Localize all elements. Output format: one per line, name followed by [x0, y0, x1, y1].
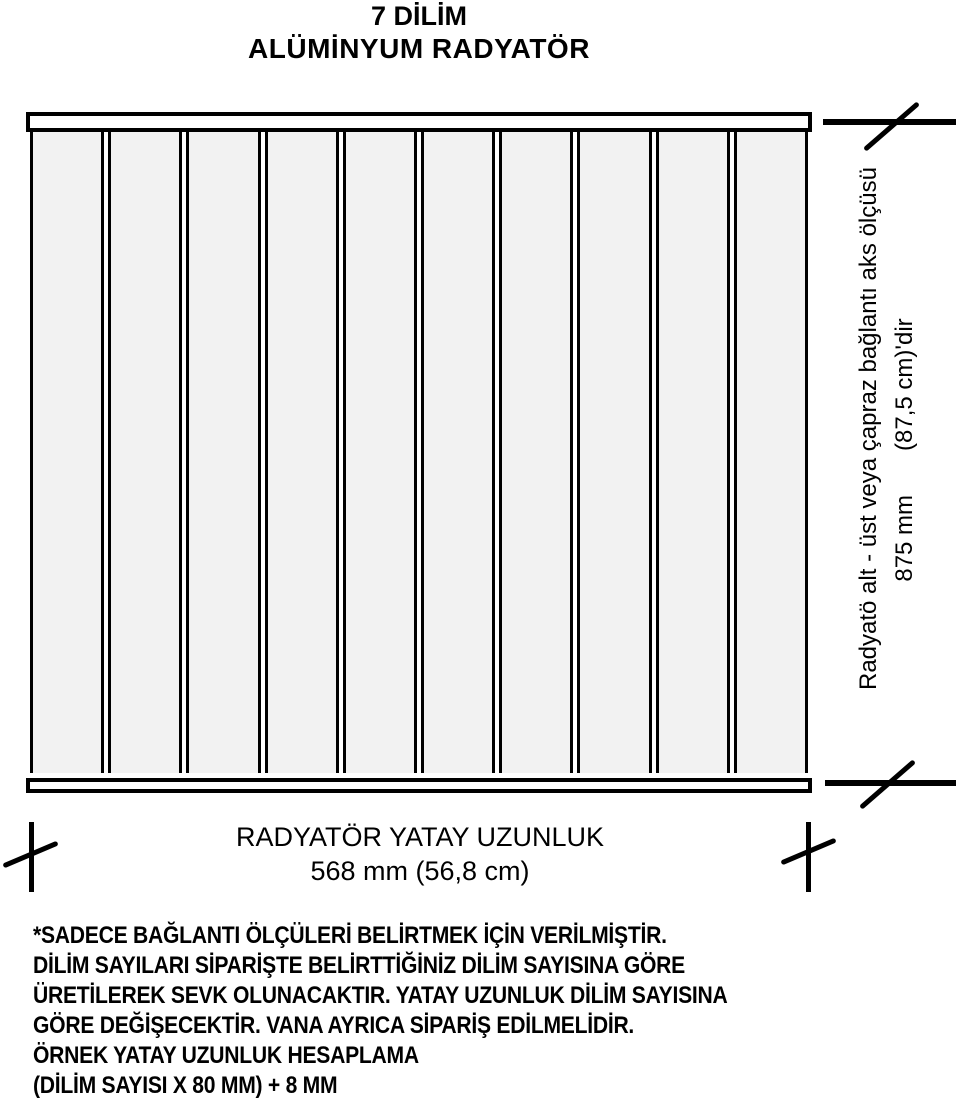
note-line: *SADECE BAĞLANTI ÖLÇÜLERİ BELİRTMEK İÇİN VERİLMİŞTİR.	[33, 922, 667, 949]
radiator-section	[421, 132, 495, 773]
radiator-top-collector	[26, 112, 812, 132]
radiator-section	[265, 132, 339, 773]
note-line: (DİLİM SAYISI X 80 MM) + 8 MM	[33, 1072, 338, 1099]
notes-paragraph	[33, 921, 953, 1101]
title-section-count: 7 DİLİM	[370, 1, 467, 31]
radiator-section	[108, 132, 182, 773]
note-line: ÖRNEK YATAY UZUNLUK HESAPLAMA	[33, 1042, 419, 1069]
vertical-axis-dimension-label	[849, 167, 925, 690]
title-product-name: ALÜMİNYUM RADYATÖR	[248, 33, 590, 64]
note-line: GÖRE DEĞİŞECEKTİR. VANA AYRICA SİPARİŞ EDİLMELİDİR.	[33, 1012, 635, 1039]
note-line: ÜRETİLEREK SEVK OLUNACAKTIR. YATAY UZUNLUK DİLİM SAYISINA	[33, 982, 728, 1009]
note-line: DİLİM SAYILARI SİPARİŞTE BELİRTTİĞİNİZ DİLİM SAYISINA GÖRE	[33, 952, 685, 979]
radiator-section	[343, 132, 417, 773]
horizontal-length-block	[0, 820, 840, 888]
horizontal-length-value: 568 mm (56,8 cm)	[310, 856, 530, 886]
radiator-bottom-collector	[26, 778, 812, 793]
radiator-section	[186, 132, 260, 773]
page-title	[0, 1, 838, 65]
radiator-sections	[30, 132, 808, 773]
axis-dimension-cm: (87,5 cm)'dir	[891, 318, 918, 451]
axis-dimension-description: Radyatö alt - üst veya çapraz bağlantı aks ölçüsü	[855, 167, 882, 690]
axis-dimension-mm: 875 mm	[891, 494, 918, 582]
axis-dimension-value	[887, 210, 923, 690]
radiator-section	[656, 132, 730, 773]
radiator-section	[577, 132, 651, 773]
horizontal-length-label: RADYATÖR YATAY UZUNLUK	[235, 822, 605, 852]
radiator-section	[30, 132, 104, 773]
radiator-section	[734, 132, 808, 773]
radiator-drawing	[26, 112, 812, 793]
radiator-section	[499, 132, 573, 773]
